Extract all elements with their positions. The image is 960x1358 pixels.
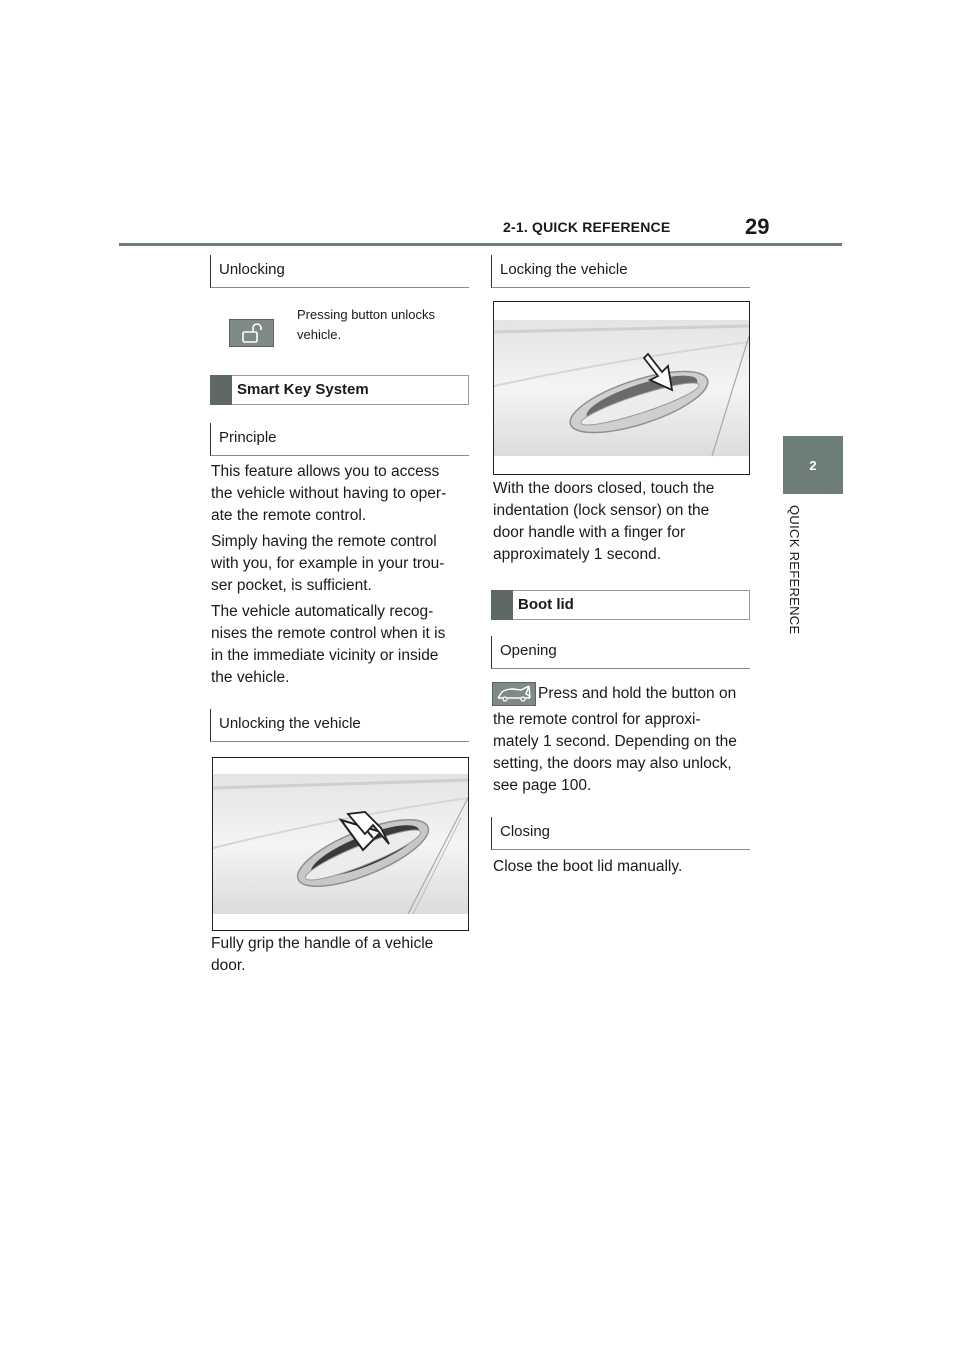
text-line: mately 1 second. Depending on the — [493, 733, 737, 750]
opening-heading — [491, 636, 750, 669]
closing-heading-text: Closing — [500, 823, 551, 840]
text-line: in the immediate vicinity or inside — [211, 647, 439, 664]
locking-heading — [491, 255, 750, 288]
text-line: The vehicle automatically recog- — [211, 603, 434, 620]
principle-heading-text: Principle — [219, 429, 277, 446]
text-line: the vehicle without having to oper- — [211, 485, 447, 502]
text-line: the remote control for approxi- — [493, 711, 701, 728]
text-line: indentation (lock sensor) on the — [493, 502, 710, 519]
unlock-button-icon — [229, 319, 274, 347]
boot-lid-heading-text: Boot lid — [518, 596, 574, 613]
heading-marker — [210, 375, 232, 405]
principle-paragraph — [211, 461, 471, 527]
text-line: nises the remote control when it is — [211, 625, 446, 642]
closing-text: Close the boot lid manually. — [493, 858, 683, 875]
text-line: door. — [211, 957, 246, 974]
chapter-label-text: QUICK REFERENCE — [787, 505, 802, 635]
grip-paragraph — [211, 933, 471, 977]
text-line: This feature allows you to access — [211, 463, 440, 480]
text-line: door handle with a finger for — [493, 524, 686, 541]
boot-lid-heading — [491, 590, 750, 620]
unlocking-vehicle-heading-text: Unlocking the vehicle — [219, 715, 361, 732]
unlocking-vehicle-heading — [210, 709, 469, 742]
opening-heading-text: Opening — [500, 642, 557, 659]
unlock-button-text-2: vehicle. — [297, 327, 342, 342]
text-line: ate the remote control. — [211, 507, 367, 524]
unlock-handle-figure — [212, 757, 469, 931]
simply-paragraph — [211, 531, 471, 597]
lock-sensor-illustration — [494, 302, 749, 474]
text-line: Simply having the remote control — [211, 533, 437, 550]
header-rule — [119, 243, 842, 246]
text-line: see page 100. — [493, 777, 592, 794]
text-line: approximately 1 second. — [493, 546, 662, 563]
unlock-icon — [230, 320, 273, 346]
door-handle-illustration — [213, 758, 468, 930]
locking-heading-text: Locking the vehicle — [500, 261, 628, 278]
lock-sensor-figure — [493, 301, 750, 475]
text-line: ser pocket, is sufficient. — [211, 577, 372, 594]
locking-paragraph — [493, 478, 753, 566]
boot-button-icon — [492, 682, 536, 706]
text-line: the vehicle. — [211, 669, 290, 686]
text-line: with you, for example in your trou- — [211, 555, 445, 572]
unlocking-heading-text: Unlocking — [219, 261, 285, 278]
recognises-paragraph — [211, 601, 471, 689]
text-line: With the doors closed, touch the — [493, 480, 715, 497]
principle-heading — [210, 423, 469, 456]
opening-line-0: Press and hold the button on — [538, 685, 737, 702]
text-line: setting, the doors may also unlock, — [493, 755, 732, 772]
opening-paragraph — [493, 709, 758, 797]
chapter-label — [778, 505, 808, 655]
heading-marker — [491, 590, 513, 620]
car-boot-icon — [493, 683, 535, 705]
chapter-number: 2 — [809, 458, 817, 473]
closing-heading — [491, 817, 750, 850]
page-number: 29 — [745, 214, 770, 239]
text-line: Fully grip the handle of a vehicle — [211, 935, 434, 952]
unlocking-heading — [210, 255, 469, 288]
unlock-button-text-1: Pressing button unlocks — [297, 307, 436, 322]
section-title: 2-1. QUICK REFERENCE — [503, 219, 671, 235]
smart-key-heading-text: Smart Key System — [237, 381, 369, 398]
smart-key-heading — [210, 375, 469, 405]
